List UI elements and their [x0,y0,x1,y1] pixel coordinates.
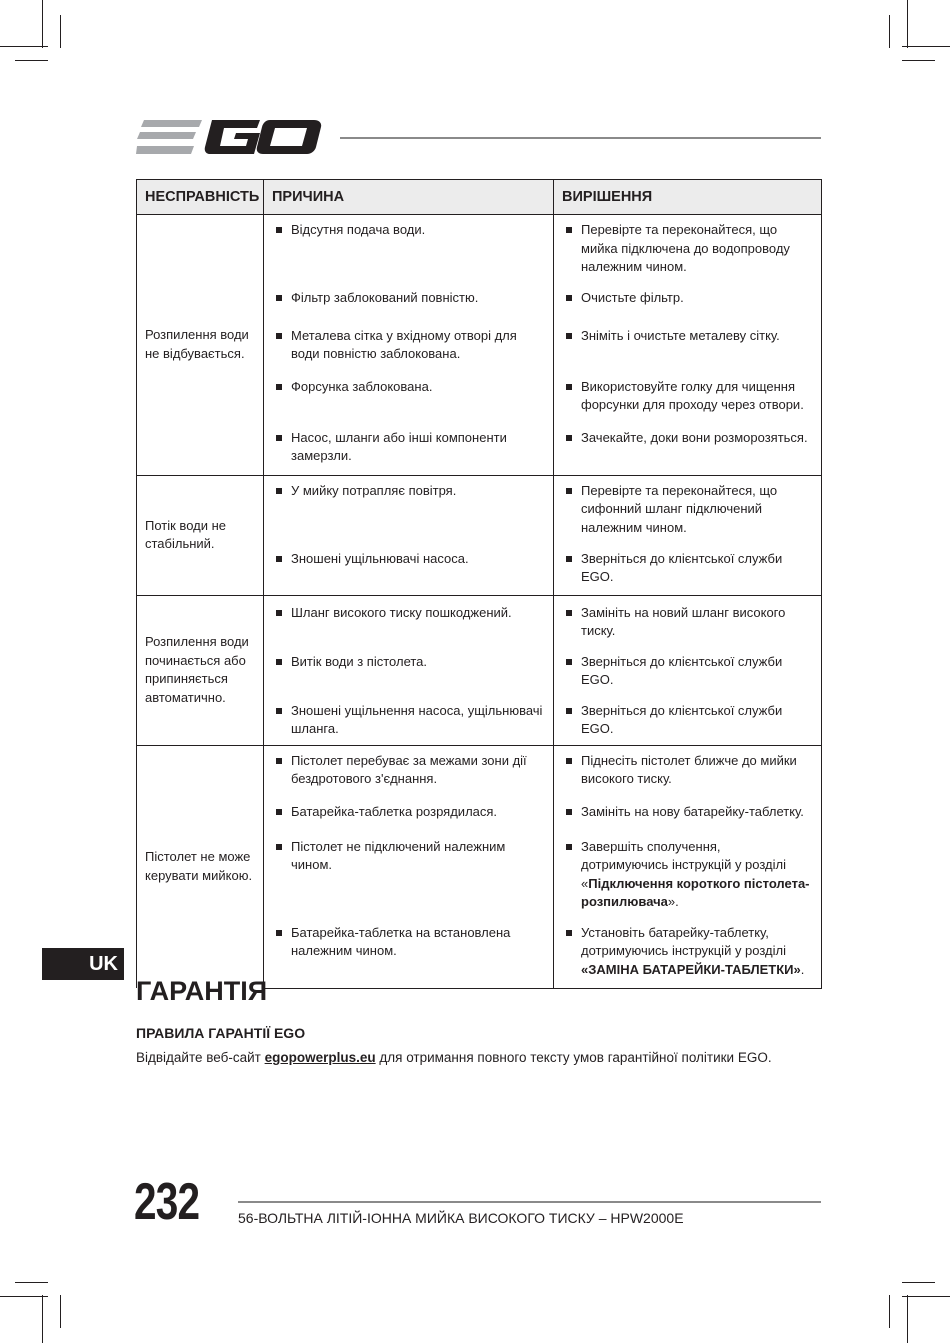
crop-mark [907,1295,908,1343]
website-link[interactable]: egopowerplus.eu [264,1050,376,1065]
section-title: ГАРАНТІЯ [136,976,268,1006]
header-fault: НЕСПРАВНІСТЬ [137,180,264,215]
cause-cell: Фільтр заблокований повністю. [264,283,554,321]
bullet-icon [276,556,282,562]
header-cause: ПРИЧИНА [264,180,554,215]
bullet-icon [276,610,282,616]
bullet-icon [276,227,282,233]
bullet-icon [566,333,572,339]
solution-cell: Зверніться до клієнтської служби EGO. [554,696,822,746]
crop-mark [0,1296,48,1297]
solution-cell [554,832,822,918]
cause-cell: У мийку потрапляє повітря. [264,475,554,544]
solution-cell: Зніміть і очистьте металеву сітку. [554,321,822,372]
solution-cell: Піднесіть пістолет ближче до мийки високого тиску. [554,745,822,797]
bullet-icon [276,435,282,441]
crop-mark [15,1282,48,1283]
bullet-icon [566,930,572,936]
language-tab: UK [42,948,124,980]
cause-cell: Пістолет не підключений належним чином. [264,832,554,918]
fault-cell: Розпилення води починається або припиняється автоматично. [137,595,264,745]
bullet-icon [276,488,282,494]
bullet-icon [276,659,282,665]
cause-cell: Металева сітка у вхідному отворі для води повністю заблокована. [264,321,554,372]
page-number: 232 [134,1173,200,1231]
crop-mark [889,1295,890,1328]
cause-cell: Витік води з пістолета. [264,647,554,696]
crop-mark [15,60,48,61]
solution-cell: Зверніться до клієнтської служби EGO. [554,647,822,696]
crop-mark [907,0,908,48]
bullet-icon [566,758,572,764]
bullet-icon [566,708,572,714]
bullet-icon [566,435,572,441]
troubleshooting-table [136,179,822,989]
crop-mark [60,1295,61,1328]
table-header-row [137,180,822,215]
bullet-icon [276,758,282,764]
bullet-icon [276,708,282,714]
warranty-paragraph: Відвідайте веб-сайт egopowerplus.eu для отримання повного тексту умов гарантійної політики EGO. [136,1050,772,1065]
bullet-icon [566,556,572,562]
table-row [137,595,822,647]
solution-cell: Використовуйте голку для чищення форсунки для проходу через отвори. [554,372,822,423]
bullet-icon [566,610,572,616]
footer-title: 56-ВОЛЬТНА ЛІТІЙ-ІОННА МИЙКА ВИСОКОГО ТИСКУ – HPW2000E [238,1210,684,1226]
solution-cell: Замініть на нову батарейку-таблетку. [554,797,822,832]
bullet-icon [566,659,572,665]
solution-cell: Перевірте та переконайтеся, що мийка підключена до водопроводу належним чином. [554,215,822,283]
bullet-icon [276,844,282,850]
crop-mark [902,1282,935,1283]
crop-mark [42,1295,43,1343]
fault-cell: Пістолет не може керувати мийкою. [137,745,264,988]
bullet-icon [566,844,572,850]
cause-cell: Відсутня подача води. [264,215,554,283]
cause-cell: Шланг високого тиску пошкоджений. [264,595,554,647]
cause-cell: Зношені ущільнення насоса, ущільнювачі шланга. [264,696,554,746]
bullet-icon [566,488,572,494]
bullet-icon [566,384,572,390]
solution-text: Завершіть сполучення, дотримуючись інструкцій у розділі «Підключення короткого пістолета-розпилювача». [581,838,810,909]
header-solution: ВИРІШЕННЯ [554,180,822,215]
bullet-icon [276,930,282,936]
solution-cell [554,918,822,989]
solution-cell: Перевірте та переконайтеся, що сифонний шланг підключений належним чином. [554,475,822,544]
solution-cell: Зачекайте, доки вони розморозяться. [554,423,822,476]
fault-cell: Потік води не стабільний. [137,475,264,595]
crop-mark [902,46,950,47]
table-row [137,745,822,797]
bullet-icon [276,333,282,339]
table-row [137,215,822,283]
crop-mark [902,60,935,61]
bullet-icon [566,227,572,233]
crop-mark [0,46,48,47]
solution-cell: Очистьте фільтр. [554,283,822,321]
solution-text: Установіть батарейку-таблетку, дотримуючись інструкцій у розділі «ЗАМІНА БАТАРЕЙКИ-ТАБЛЕТКИ». [581,924,805,977]
cause-cell: Зношені ущільнювачі насоса. [264,544,554,596]
cause-cell: Форсунка заблокована. [264,372,554,423]
cause-cell: Батарейка-таблетка на встановлена належним чином. [264,918,554,989]
bullet-icon [566,809,572,815]
ego-logo [136,116,322,158]
cause-cell: Батарейка-таблетка розрядилася. [264,797,554,832]
bullet-icon [276,384,282,390]
header-rule [340,137,821,139]
table-row [137,475,822,544]
crop-mark [889,15,890,48]
solution-cell: Замініть на новий шланг високого тиску. [554,595,822,647]
fault-cell: Розпилення води не відбувається. [137,215,264,476]
footer-rule [238,1201,821,1203]
crop-mark [60,15,61,48]
cause-cell: Насос, шланги або інші компоненти замерзли. [264,423,554,476]
crop-mark [902,1296,950,1297]
bullet-icon [566,295,572,301]
crop-mark [42,0,43,48]
bullet-icon [276,295,282,301]
cause-cell: Пістолет перебуває за межами зони дії бездротового з'єднання. [264,745,554,797]
bullet-icon [276,809,282,815]
section-subtitle: ПРАВИЛА ГАРАНТІЇ EGO [136,1025,306,1041]
solution-cell: Зверніться до клієнтської служби EGO. [554,544,822,596]
